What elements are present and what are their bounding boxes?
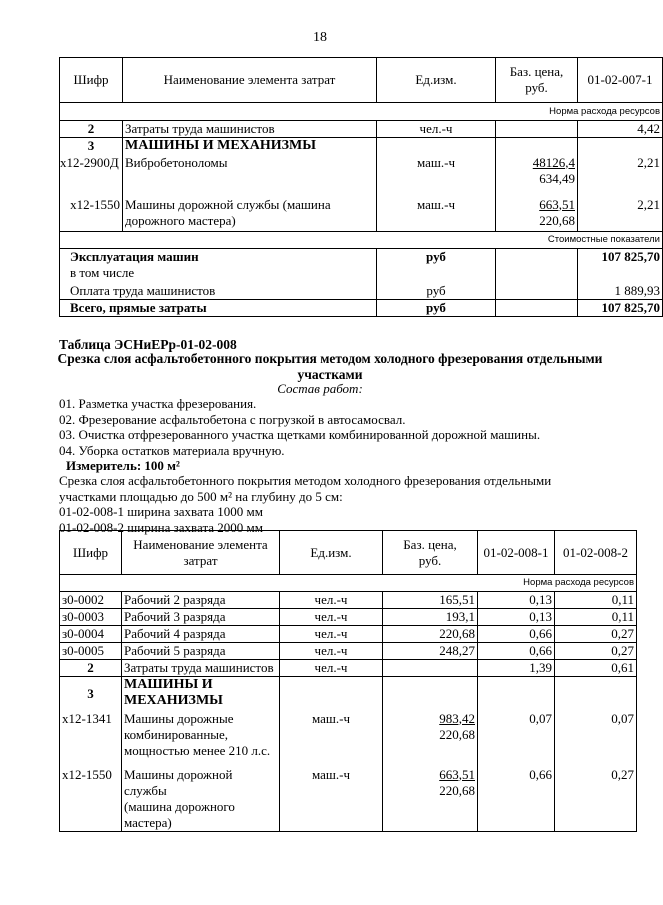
list-item: 03. Очистка отфрезерованного участка щетками комбинированной дорожной машины. <box>59 427 541 442</box>
norm-label-row <box>60 575 637 592</box>
table-id: Таблица ЭСНиЕРр-01-02-008 <box>59 337 237 352</box>
section-title: Срезка слоя асфальтобетонного покрытия методом холодного фрезерования отдельными участками <box>57 351 603 382</box>
exploitation-row: Эксплуатация машин в том числе Оплата труда машинистов руб руб 107 825,70 1 889,93 <box>60 249 663 300</box>
table-row: з0-0002 Рабочий 2 разряда чел.-ч 165,51 0,13 0,11 <box>60 592 637 609</box>
header-col-008-1: 01-02-008-1 <box>478 531 555 575</box>
norm-label: Норма расхода ресурсов <box>60 575 637 592</box>
list-item: 04. Уборка остатков материала вручную. <box>59 442 285 458</box>
norm-label-row <box>60 103 663 121</box>
meter: Измеритель: 100 м² <box>66 458 180 473</box>
cost-label: Стоимостные показатели <box>60 232 663 249</box>
labor-row: 2 Затраты труда машинистов чел.-ч 4,42 <box>60 121 663 138</box>
table-header-row <box>60 58 663 103</box>
list-item: 02. Фрезерование асфальтобетона с погрузкой в автосамосвал. <box>59 411 406 427</box>
table-row: з0-0005 Рабочий 5 разряда чел.-ч 248,27 0,66 0,27 <box>60 643 637 660</box>
header-price: Баз. цена, руб. <box>496 58 578 103</box>
header-col-007-1: 01-02-007-1 <box>578 58 663 103</box>
total-row: Всего, прямые затраты руб 107 825,70 <box>60 300 663 317</box>
table-row: з0-0003 Рабочий 3 разряда чел.-ч 193,1 0,13 0,11 <box>60 609 637 626</box>
header-code: Шифр <box>60 531 122 575</box>
machine-row: х12-1550 Машины дорожной службы (машина дорожного мастера) маш.-ч 663,51 220,68 2,21 <box>60 197 663 232</box>
resource-table-01-02-008 <box>59 530 637 832</box>
machine-row: х12-1550 Машины дорожной службы (машина дорожного мастера) маш.-ч 663,51 220,68 0,66 0,27 <box>60 767 637 832</box>
header-col-008-2: 01-02-008-2 <box>555 531 637 575</box>
table-header-row <box>60 531 637 575</box>
machine-row: х12-2900Д Вибробетоноломы маш.-ч 48126,4 634,49 2,21 <box>60 155 663 197</box>
machine-row: х12-1341 Машины дорожные комбинированные, мощностью менее 210 л.с. маш.-ч 983,42 220,68 0,07 0,07 <box>60 711 637 767</box>
labor-row: 2 Затраты труда машинистов чел.-ч 1,39 0,61 <box>60 660 637 677</box>
list-item: 01. Разметка участка фрезерования. <box>59 396 257 411</box>
header-name: Наименование элемента затрат <box>122 531 280 575</box>
cost-label-row <box>60 232 663 249</box>
table-row: з0-0004 Рабочий 4 разряда чел.-ч 220,68 0,66 0,27 <box>60 626 637 643</box>
works-list <box>59 396 540 458</box>
resource-table-01-02-007 <box>59 57 663 317</box>
norm-label: Норма расхода ресурсов <box>60 103 663 121</box>
header-unit: Ед.изм. <box>280 531 383 575</box>
section3-row: 3 МАШИНЫ И МЕХАНИЗМЫ <box>60 138 663 155</box>
header-code: Шифр <box>60 58 123 103</box>
header-name: Наименование элемента затрат <box>123 58 377 103</box>
page-number: 18 <box>313 30 327 45</box>
section3-row: 3 МАШИНЫ И МЕХАНИЗМЫ <box>60 677 637 711</box>
header-unit: Ед.изм. <box>377 58 496 103</box>
composition-heading: Состав работ: <box>277 381 363 396</box>
header-price: Баз. цена, руб. <box>383 531 478 575</box>
description: Срезка слоя асфальтобетонного покрытия методом холодного фрезерования отдельными участками площадью до 500 м² на глубину до 5 см: 01-02-008-1 ширина захвата 1000 мм 01-02-008-2 ширина захвата 2000 мм <box>59 473 552 535</box>
